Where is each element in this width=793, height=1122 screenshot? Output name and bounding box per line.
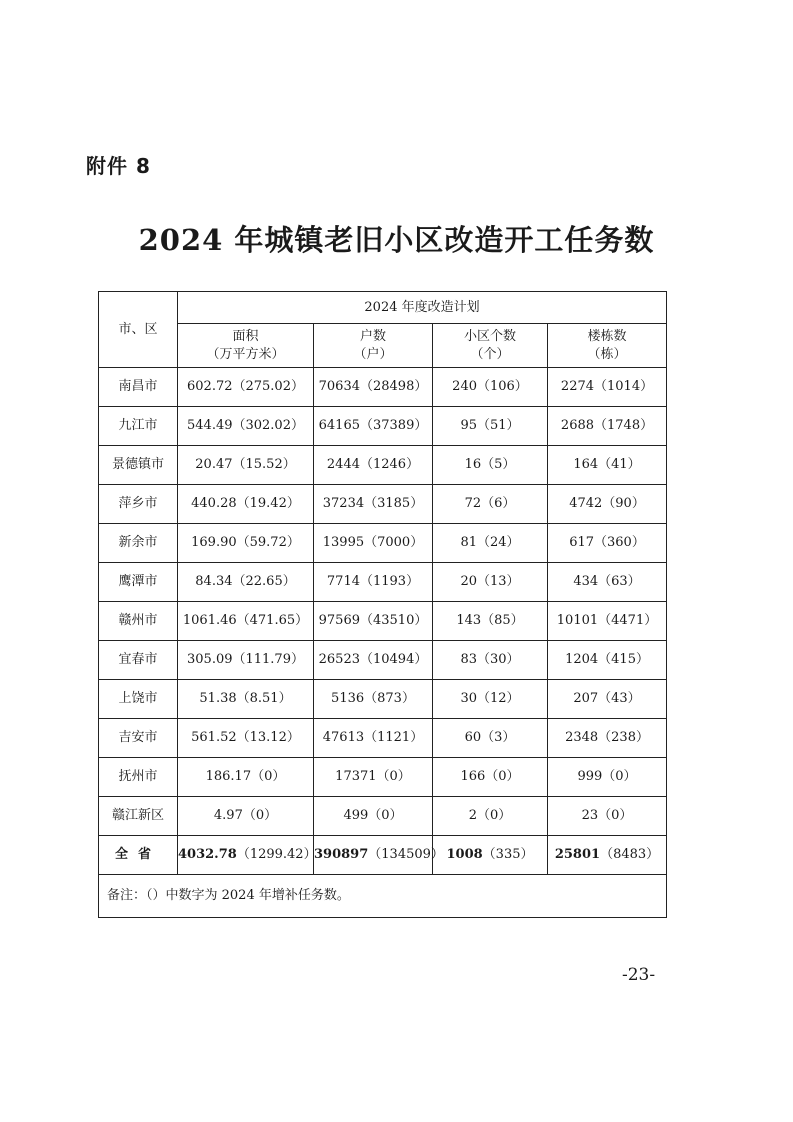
total-row (99, 836, 667, 875)
column-unit: （万平方米） (206, 346, 285, 362)
note-row (99, 875, 667, 918)
area-cell: 51.38（8.51） (178, 680, 314, 719)
document-title: 2024 年城镇老旧小区改造开工任务数 (138, 223, 655, 257)
households-cell: 97569（43510） (314, 602, 433, 641)
area-cell: 305.09（111.79） (178, 641, 314, 680)
city-cell: 新余市 (99, 524, 178, 563)
communities-cell: 30（12） (433, 680, 548, 719)
column-header-communities (433, 324, 548, 368)
header-row-columns (99, 324, 667, 368)
column-name: 面积 (232, 328, 259, 344)
buildings-cell: 2348（238） (548, 719, 667, 758)
buildings-cell: 207（43） (548, 680, 667, 719)
renovation-task-table (98, 291, 667, 918)
column-name: 小区个数 (463, 328, 516, 344)
area-cell: 561.52（13.12） (178, 719, 314, 758)
column-header-households (314, 324, 433, 368)
group-header: 2024 年度改造计划 (178, 292, 667, 324)
buildings-cell: 2274（1014） (548, 368, 667, 407)
buildings-cell: 164（41） (548, 446, 667, 485)
city-cell: 鹰潭市 (99, 563, 178, 602)
table-row (99, 368, 667, 407)
communities-cell: 2（0） (433, 797, 548, 836)
total-communities-extra: （335） (482, 847, 534, 862)
city-cell: 九江市 (99, 407, 178, 446)
households-cell: 47613（1121） (314, 719, 433, 758)
city-cell: 抚州市 (99, 758, 178, 797)
table-row (99, 446, 667, 485)
communities-cell: 60（3） (433, 719, 548, 758)
communities-cell: 16（5） (433, 446, 548, 485)
city-header: 市、区 (99, 292, 178, 368)
buildings-cell: 23（0） (548, 797, 667, 836)
column-unit: （栋） (587, 346, 627, 362)
area-cell: 20.47（15.52） (178, 446, 314, 485)
total-area-cell (178, 836, 317, 875)
city-cell: 萍乡市 (99, 485, 178, 524)
area-cell: 440.28（19.42） (178, 485, 314, 524)
total-households-cell (314, 836, 444, 875)
area-cell: 169.90（59.72） (178, 524, 314, 563)
total-area-extra: （1299.42） (236, 847, 317, 862)
households-cell: 70634（28498） (314, 368, 433, 407)
area-cell: 4.97（0） (178, 797, 314, 836)
column-header-buildings (548, 324, 667, 368)
households-cell: 26523（10494） (314, 641, 433, 680)
column-name: 楼栋数 (587, 328, 627, 344)
table-row (99, 563, 667, 602)
total-label: 全省 (99, 836, 178, 875)
buildings-cell: 4742（90） (548, 485, 667, 524)
table-row (99, 758, 667, 797)
column-unit: （户） (353, 346, 393, 362)
table-note: 备注：（）中数字为 2024 年增补任务数。 (99, 875, 667, 918)
city-cell: 吉安市 (99, 719, 178, 758)
city-cell: 宜春市 (99, 641, 178, 680)
city-cell: 上饶市 (99, 680, 178, 719)
buildings-cell: 999（0） (548, 758, 667, 797)
table-row (99, 641, 667, 680)
communities-cell: 83（30） (433, 641, 548, 680)
communities-cell: 20（13） (433, 563, 548, 602)
city-cell: 景德镇市 (99, 446, 178, 485)
households-cell: 499（0） (314, 797, 433, 836)
column-name: 户数 (359, 328, 386, 344)
households-cell: 17371（0） (314, 758, 433, 797)
communities-cell: 166（0） (433, 758, 548, 797)
total-households-value: 390897 (314, 847, 369, 862)
households-cell: 7714（1193） (314, 563, 433, 602)
households-cell: 64165（37389） (314, 407, 433, 446)
area-cell: 1061.46（471.65） (178, 602, 314, 641)
column-unit: （个） (470, 346, 510, 362)
table-row (99, 602, 667, 641)
total-communities-cell (433, 836, 548, 875)
total-area-value: 4032.78 (178, 847, 237, 862)
total-households-extra: （134509） (368, 847, 444, 862)
area-cell: 186.17（0） (178, 758, 314, 797)
communities-cell: 81（24） (433, 524, 548, 563)
table-row (99, 719, 667, 758)
buildings-cell: 2688（1748） (548, 407, 667, 446)
area-cell: 544.49（302.02） (178, 407, 314, 446)
communities-cell: 72（6） (433, 485, 548, 524)
buildings-cell: 434（63） (548, 563, 667, 602)
buildings-cell: 617（360） (548, 524, 667, 563)
communities-cell: 240（106） (433, 368, 548, 407)
area-cell: 84.34（22.65） (178, 563, 314, 602)
households-cell: 5136（873） (314, 680, 433, 719)
households-cell: 37234（3185） (314, 485, 433, 524)
city-cell: 赣江新区 (99, 797, 178, 836)
city-cell: 赣州市 (99, 602, 178, 641)
households-cell: 13995（7000） (314, 524, 433, 563)
total-buildings-extra: （8483） (600, 847, 660, 862)
total-buildings-cell (548, 836, 667, 875)
table-row (99, 485, 667, 524)
city-cell: 南昌市 (99, 368, 178, 407)
buildings-cell: 1204（415） (548, 641, 667, 680)
table-row (99, 680, 667, 719)
total-communities-value: 1008 (446, 847, 483, 862)
column-header-area (178, 324, 314, 368)
households-cell: 2444（1246） (314, 446, 433, 485)
communities-cell: 143（85） (433, 602, 548, 641)
attachment-label: 附件 8 (86, 154, 151, 178)
page-number: -23- (622, 965, 656, 985)
table-row (99, 407, 667, 446)
buildings-cell: 10101（4471） (548, 602, 667, 641)
total-buildings-value: 25801 (554, 847, 601, 862)
area-cell: 602.72（275.02） (178, 368, 314, 407)
table-row (99, 797, 667, 836)
table-row (99, 524, 667, 563)
header-row-group (99, 292, 667, 324)
communities-cell: 95（51） (433, 407, 548, 446)
